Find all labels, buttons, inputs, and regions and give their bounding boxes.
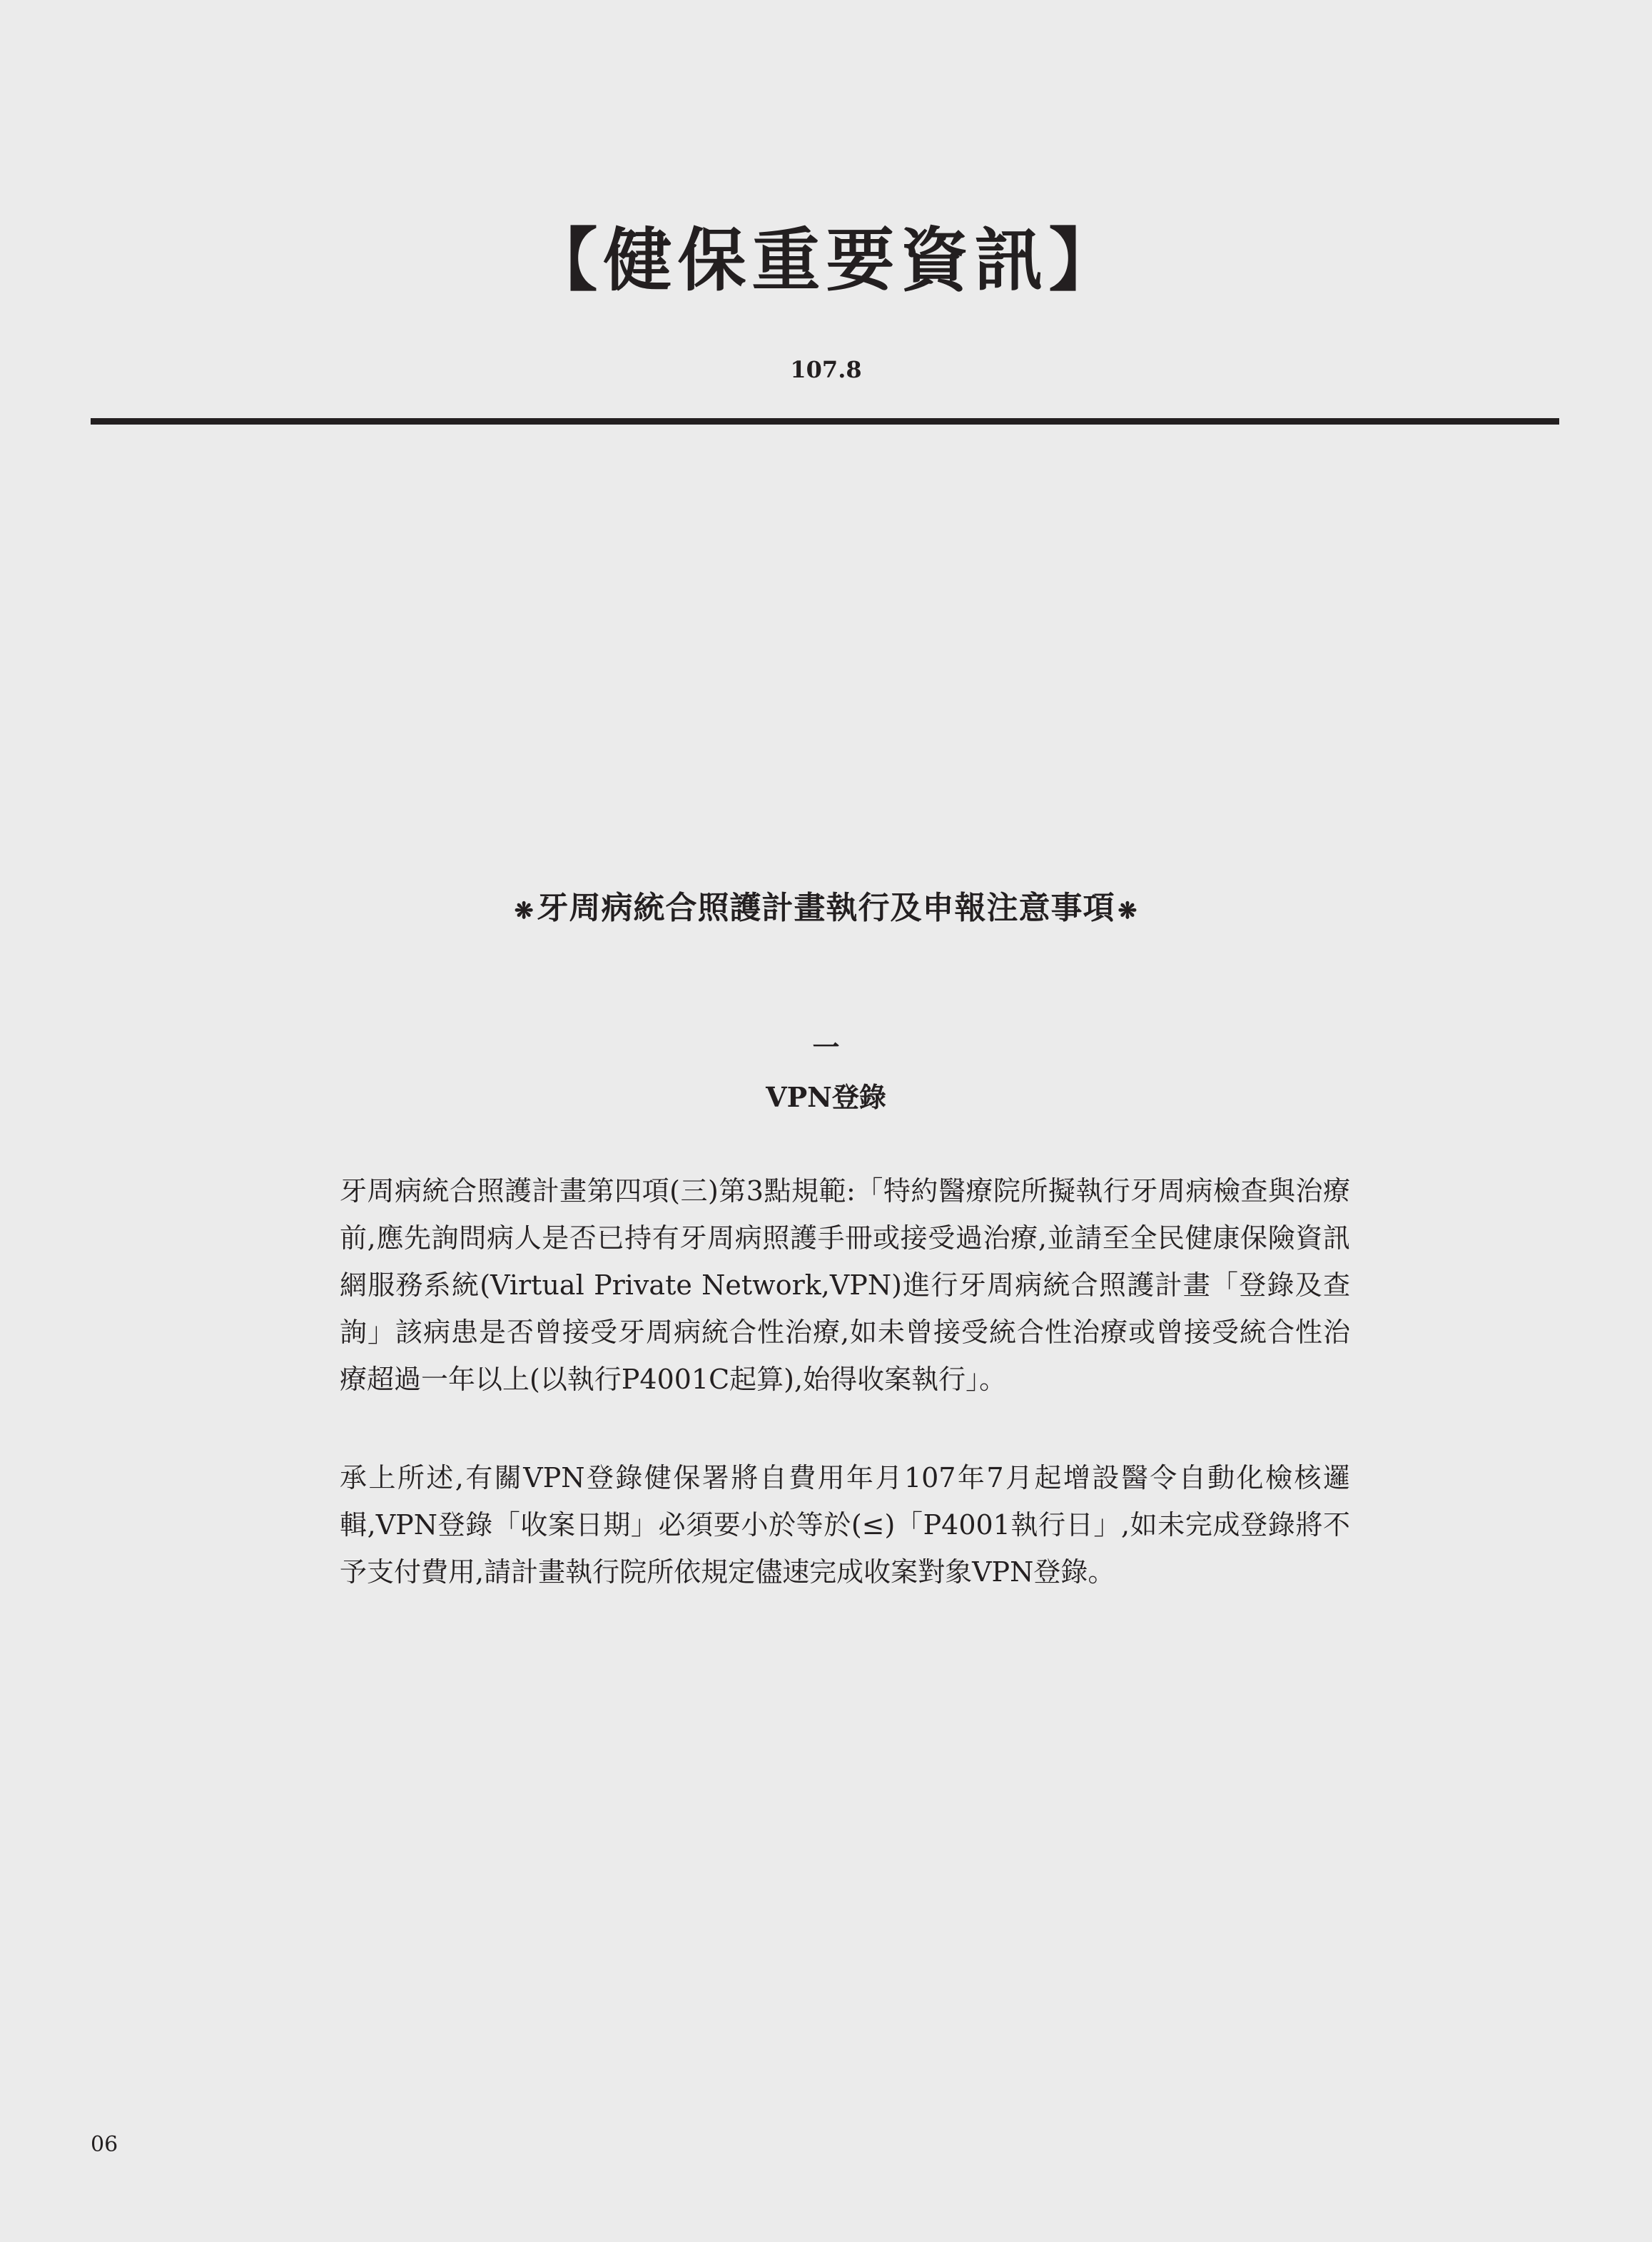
section-heading: [0, 885, 1652, 934]
page-title: 【健保重要資訊】: [529, 220, 1123, 300]
section-heading-text: 牙周病統合照護計畫執行及申報注意事項: [537, 890, 1115, 926]
subsection-number: 一: [812, 1031, 840, 1063]
issue-date: 107.8: [790, 356, 862, 383]
page-number: 06: [91, 2132, 118, 2157]
body-paragraph-2: 承上所述,有關VPN登錄健保署將自費用年月107年7月起增設醫令自動化檢核邏輯,VPN登錄「收案日期」必須要小於等於(≤)「P4001執行日」,如未完成登錄將不予支付費用,請計畫執行院所依規定儘速完成收案對象VPN登錄。: [340, 1462, 1350, 1588]
body-paragraph-1: 牙周病統合照護計畫第四項(三)第3點規範:「特約醫療院所擬執行牙周病檢查與治療前,應先詢問病人是否已持有牙周病照護手冊或接受過治療,並請至全民健康保險資訊網服務系統(Virtual Private Network,VPN)進行牙周病統合照護計畫「登錄及查詢」該病患是否曾接受牙周病統合性治療,如未曾接受統合性治療或曾接受統合性治療超過一年以上(以執行P4001C起算),始得收案執行」。: [340, 1175, 1350, 1395]
subsection-title: VPN登錄: [766, 1081, 886, 1113]
ornament-left-icon: ❋: [514, 896, 534, 924]
header-divider: [91, 418, 1559, 425]
ornament-right-icon: ❋: [1118, 896, 1138, 924]
